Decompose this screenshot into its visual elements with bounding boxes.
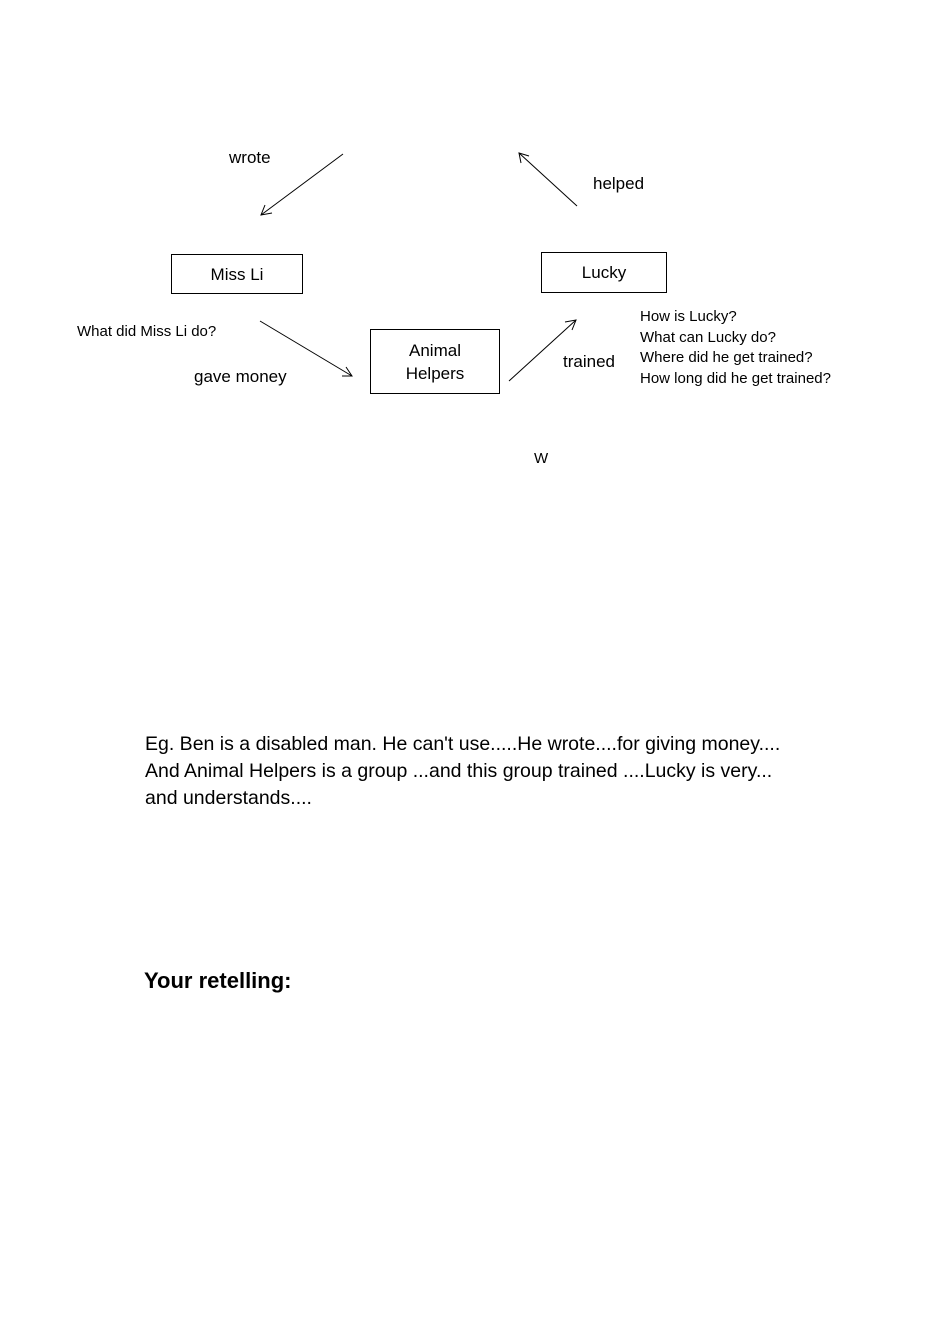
example-line: And Animal Helpers is a group ...and this group trained ....Lucky is very... — [145, 760, 773, 782]
node-animal-helpers-line1: Animal — [409, 340, 461, 360]
example-line: and understands.... — [145, 787, 312, 809]
example-paragraph — [145, 731, 780, 812]
node-lucky-label: Lucky — [581, 263, 627, 282]
node-animal-helpers-line2: Helpers — [405, 363, 465, 383]
stray-letter: W — [534, 450, 549, 467]
lucky-question: How long did he get trained? — [640, 369, 831, 387]
example-line: Eg. Ben is a disabled man. He can't use.....He wrote....for giving money.... — [145, 733, 781, 755]
node-miss-li-label: Miss Li — [210, 264, 264, 284]
node-lucky — [541, 252, 667, 293]
lucky-question: What can Lucky do? — [640, 328, 776, 346]
node-animal-helpers — [370, 329, 500, 394]
node-miss-li — [171, 254, 303, 294]
retelling-heading: Your retelling: — [144, 968, 292, 993]
lucky-question: How is Lucky? — [640, 308, 737, 325]
label-gave-money: gave money — [194, 367, 287, 386]
label-helped: helped — [593, 174, 645, 193]
arrow-wrote-to-miss-li — [261, 154, 343, 215]
question-miss-li: What did Miss Li do? — [77, 323, 217, 340]
lucky-questions — [640, 307, 831, 389]
arrow-lucky-helped — [519, 153, 577, 206]
lucky-question: Where did he get trained? — [640, 349, 813, 366]
label-trained: trained — [563, 352, 615, 371]
label-wrote: wrote — [229, 148, 271, 167]
